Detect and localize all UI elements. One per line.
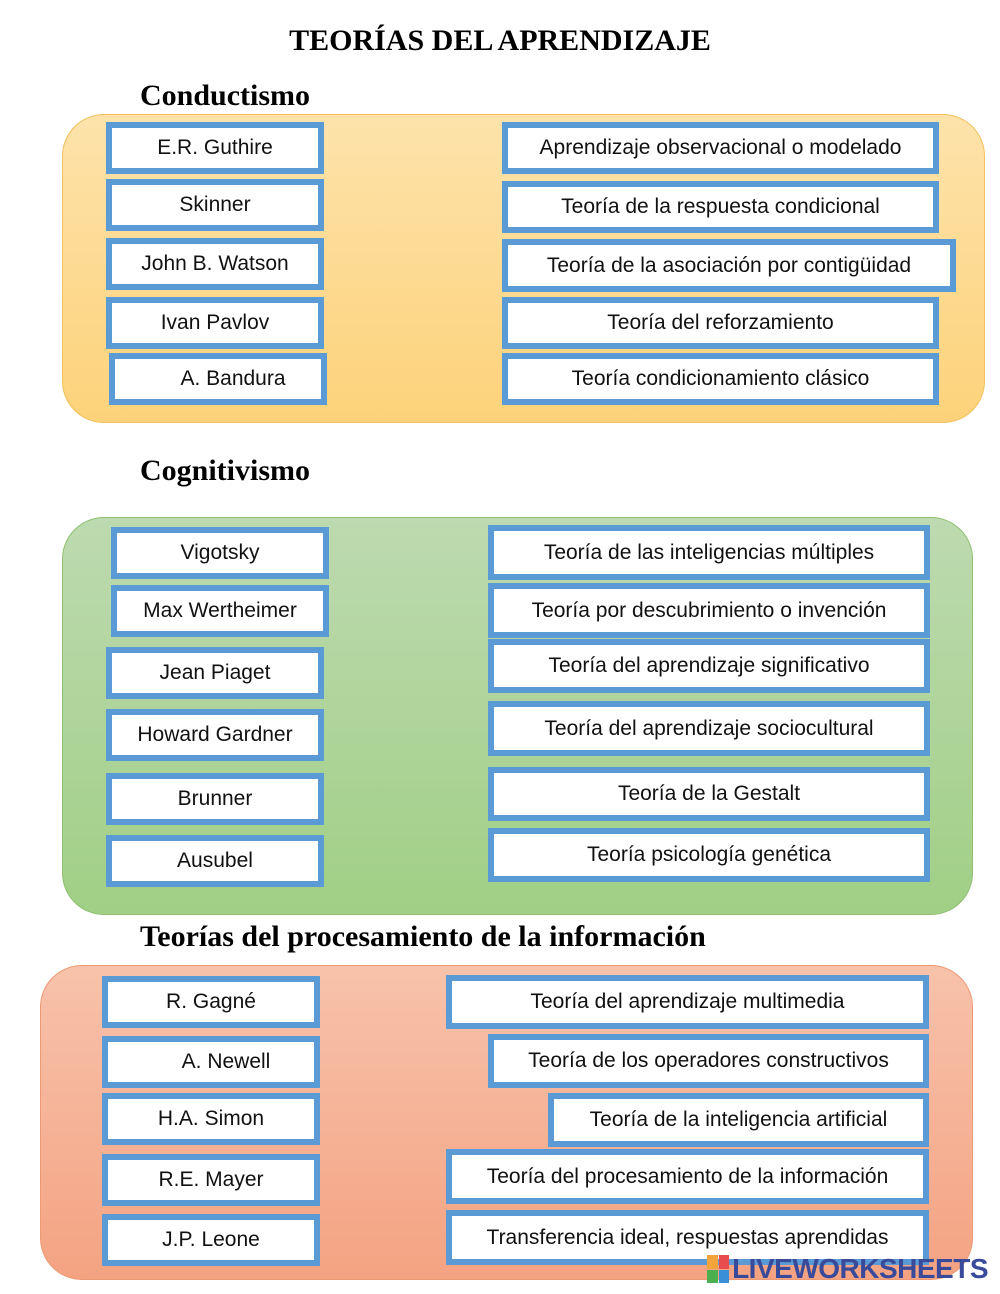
section-heading-procesamiento: Teorías del procesamiento de la información (140, 920, 706, 953)
theory-card[interactable]: Teoría del reforzamiento (502, 297, 939, 349)
author-card[interactable]: Jean Piaget (106, 647, 324, 699)
author-card[interactable]: Howard Gardner (106, 709, 324, 761)
theory-card[interactable]: Aprendizaje observacional o modelado (502, 122, 939, 174)
theory-card[interactable]: Teoría de la inteligencia artificial (548, 1093, 929, 1147)
theory-card[interactable]: Teoría psicología genética (488, 828, 930, 882)
author-card[interactable]: R.E. Mayer (102, 1154, 320, 1206)
author-card[interactable]: Ausubel (106, 835, 324, 887)
author-card[interactable]: Brunner (106, 773, 324, 825)
author-card[interactable]: Skinner (106, 179, 324, 231)
theory-card[interactable]: Teoría del aprendizaje multimedia (446, 975, 929, 1029)
theory-card[interactable]: Teoría por descubrimiento o invención (488, 583, 930, 638)
author-card[interactable]: A. Bandura (109, 353, 327, 405)
page-title: TEORÍAS DEL APRENDIZAJE (289, 24, 711, 57)
theory-card[interactable]: Transferencia ideal, respuestas aprendidas (446, 1210, 929, 1265)
logo-text: LIVEWORKSHEETS (732, 1253, 988, 1284)
author-card[interactable]: Vigotsky (111, 527, 329, 579)
section-heading-conductismo: Conductismo (140, 79, 311, 112)
author-card[interactable]: R. Gagné (102, 976, 320, 1028)
theory-card[interactable]: Teoría de los operadores constructivos (488, 1034, 929, 1088)
author-card[interactable]: A. Newell (102, 1036, 320, 1088)
liveworksheets-logo (707, 1253, 988, 1285)
theory-card[interactable]: Teoría de las inteligencias múltiples (488, 525, 930, 580)
author-card[interactable]: Ivan Pavlov (106, 297, 324, 349)
theory-card[interactable]: Teoría del aprendizaje significativo (488, 639, 930, 693)
liveworksheets-logo-icon (707, 1255, 729, 1283)
author-card[interactable]: E.R. Guthire (106, 122, 324, 174)
theory-card[interactable]: Teoría del aprendizaje sociocultural (488, 701, 930, 756)
author-card[interactable]: J.P. Leone (102, 1214, 320, 1266)
section-heading-cognitivismo: Cognitivismo (140, 454, 311, 487)
theory-card[interactable]: Teoría condicionamiento clásico (502, 353, 939, 405)
author-card[interactable]: John B. Watson (106, 238, 324, 290)
author-card[interactable]: Max Wertheimer (111, 585, 329, 637)
theory-card[interactable]: Teoría del procesamiento de la información (446, 1149, 929, 1204)
theory-card[interactable]: Teoría de la asociación por contigüidad (502, 239, 956, 292)
theory-card[interactable]: Teoría de la Gestalt (488, 767, 930, 821)
author-card[interactable]: H.A. Simon (102, 1093, 320, 1145)
theory-card[interactable]: Teoría de la respuesta condicional (502, 181, 939, 233)
